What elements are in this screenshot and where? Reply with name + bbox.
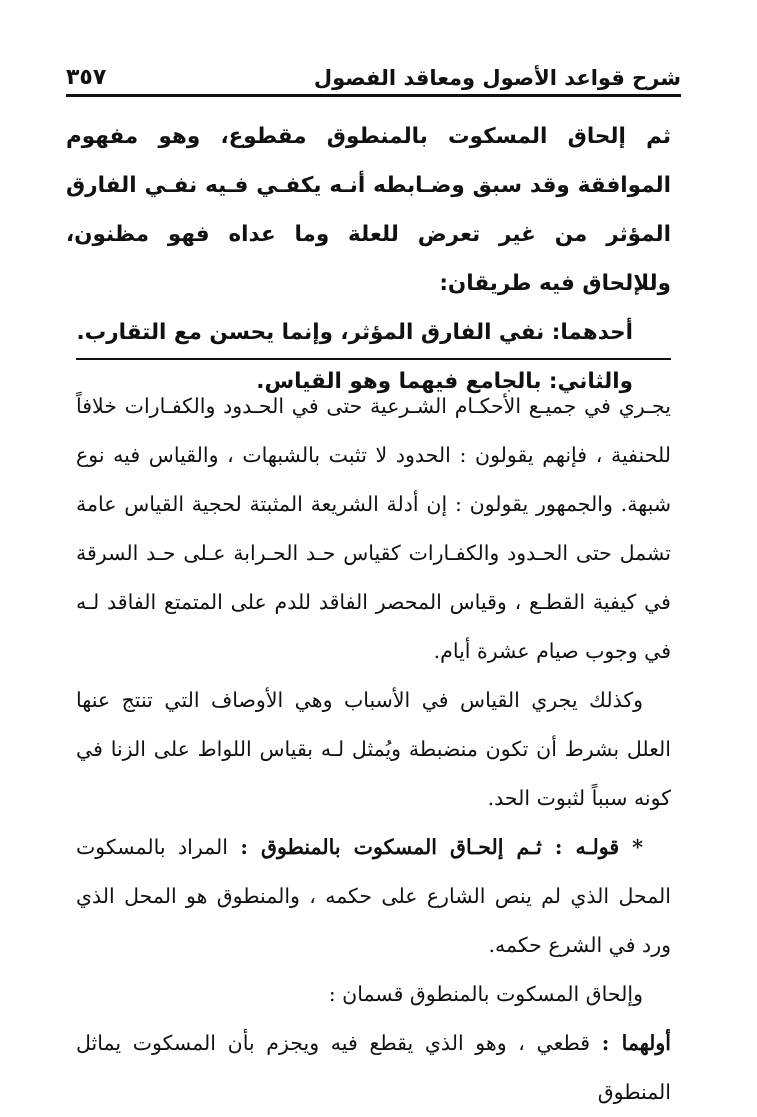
main-paragraph-3: والثاني: بالجامع فيهما وهو القياس. bbox=[256, 369, 633, 394]
running-title: شرح قواعد الأصول ومعاقد الفصول bbox=[313, 66, 681, 90]
commentary-quote-lead: * قولـه : ثـم إلحـاق المسكوت بالمنطوق : bbox=[240, 835, 643, 859]
commentary-paragraph-1: يجـري في جميـع الأحكـام الشـرعية حتى في الحـدود والكفـارات خلافاً للحنفية ، فإنهم يقولون : الحدود لا تثبت بالشبهات ، والقياس فيه نوع شبهة. والجمهور يقولون : إن أدلة الشريعة المثبتة لحجية القياس عامة تشمل حتى الحـدود والكفـارات كقياس حـد الحـرابة عـلى حـد السرقة في كيفية القطـع ، وقياس المحصر الفاقد للدم على المتمتع الفاقد لـه في وجوب صيام عشرة أيام. bbox=[76, 394, 671, 663]
commentary-quote-text: المراد بالمسكوت المحل الذي لم ينص الشارع على حكمه ، والمنطوق هو المحل الذي ورد في الشرع حكمه. bbox=[76, 835, 671, 957]
page-number: ٣٥٧ bbox=[66, 65, 107, 90]
commentary-first-text: قطعي ، وهو الذي يقطع فيه ويجزم بأن المسكوت يماثل المنطوق bbox=[76, 1031, 671, 1104]
commentary-paragraph-5 bbox=[76, 1019, 671, 1117]
main-text-block bbox=[66, 112, 671, 406]
main-paragraph-2: أحدهما: نفي الفارق المؤثر، وإنما يحسن مع التقارب. bbox=[76, 320, 633, 345]
commentary-block bbox=[76, 382, 671, 1117]
page-header bbox=[66, 58, 681, 97]
commentary-first-lead: أولهما : bbox=[601, 1031, 671, 1055]
section-divider bbox=[76, 358, 671, 360]
main-paragraph-1: ثم إلحاق المسكوت بالمنطوق مقطوع، وهو مفهوم الموافقة وقد سبق وضـابطه أنـه يكفـي فـيه نفـي الفارق المؤثر من غير تعرض للعلة وما عداه فهو مظنون، وللإلحاق فيه طريقان: bbox=[66, 124, 671, 296]
commentary-paragraph-3 bbox=[76, 823, 671, 970]
commentary-paragraph-4: وإلحاق المسكوت بالمنطوق قسمان : bbox=[328, 982, 643, 1006]
commentary-paragraph-2: وكذلك يجري القياس في الأسباب وهي الأوصاف التي تنتج عنها العلل بشرط أن تكون منضبطة ويُمثل لـه بقياس اللواط على الزنا في كونه سبباً لثبوت الحد. bbox=[76, 688, 671, 810]
